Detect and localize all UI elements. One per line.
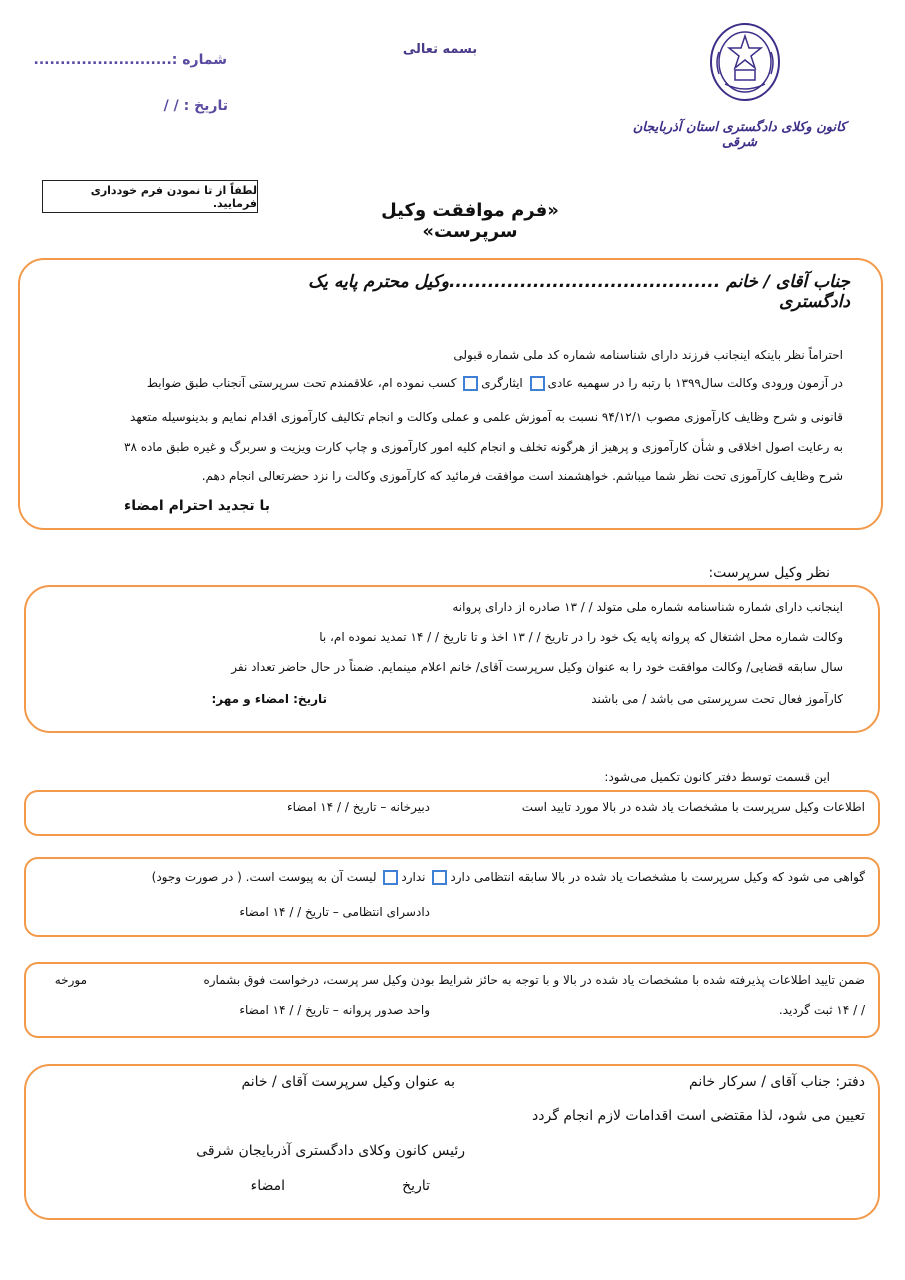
regular-quota-checkbox[interactable] <box>530 376 545 391</box>
assignment-date: تاریخ <box>402 1178 430 1194</box>
request-line-4: به رعایت اصول اخلاقی و شأن کارآموزی و پرهیز از هرگونه تخلف و انجام کلیه امور کارآموزی و چاپ کارت ویزیت و سربرگ و غیره طبق ماده ۳۸ <box>124 440 843 454</box>
license-line-2: / / ۱۴ ثبت گردید. <box>778 1003 865 1017</box>
request-line-2-part-b: ایثارگری <box>481 376 523 390</box>
has-record-checkbox[interactable] <box>432 870 447 885</box>
supervisor-line-1: اینجانب دارای شماره شناسنامه شماره ملی متولد / / ۱۳ صادره از دارای پروانه <box>452 600 843 614</box>
request-line-2-part-c: کسب نموده ام، علاقمندم تحت سرپرستی آنجناب طبق ضوابط <box>146 376 457 390</box>
request-signature: با تجدید احترام امضاء <box>124 498 270 514</box>
request-line-5: شرح وظایف کارآموزی تحت نظر شما میباشم. خواهشمند است موافقت فرمائید که کارآموزی وکالت را نزد حضرتعالی انجام دهم. <box>201 469 843 483</box>
bismillah-heading: بسمه تعالی <box>402 42 478 57</box>
request-line-1: احتراماً نظر باینکه اینجانب فرزند دارای شناسنامه شماره کد ملی شماره قبولی <box>453 348 843 362</box>
request-line-3: قانونی و شرح وظایف کارآموزی مصوب ۹۴/۱۲/۱ نسبت به آموزش علمی و عملی وکالت و انجام تکالیف کارآموزی اقدام نمایم و بدینوسیله متعهد <box>130 410 843 424</box>
bar-association-logo <box>705 22 785 104</box>
president-title: رئیس کانون وکلای دادگستری آذربایجان شرقی <box>196 1143 465 1159</box>
license-line-1-end: مورخه <box>54 973 87 987</box>
veteran-quota-checkbox[interactable] <box>463 376 478 391</box>
assignment-line-1b: به عنوان وکیل سرپرست آقای / خانم <box>241 1074 455 1090</box>
disciplinary-line-1-b: ندارد <box>401 870 426 884</box>
no-record-checkbox[interactable] <box>383 870 398 885</box>
secretariat-signature: دبیرخانه – تاریخ / / ۱۴ امضاء <box>287 800 430 814</box>
office-approval-text: اطلاعات وکیل سرپرست با مشخصات یاد شده در بالا مورد تایید است <box>521 800 865 814</box>
supervisor-line-3: سال سابقه قضایی/ وکالت موافقت خود را به عنوان وکیل سرپرست آقای/ خانم اعلام مینمایم. ضمناً در حال حاضر تعداد نفر <box>231 660 843 674</box>
disciplinary-line-1-c: لیست آن به پیوست است. ( در صورت وجود) <box>151 870 377 884</box>
assignment-signature: امضاء <box>250 1178 285 1194</box>
supervisor-line-4a: کارآموز فعال تحت سرپرستی می باشد / می باشند <box>591 692 843 706</box>
disciplinary-signature: دادسرای انتظامی – تاریخ / / ۱۴ امضاء <box>239 905 430 919</box>
license-line-1: ضمن تایید اطلاعات پذیرفته شده با مشخصات یاد شده در بالا و با توجه به حائز شرایط بودن وکیل سر پرست، درخواست فوق بشماره <box>203 973 865 987</box>
office-section-title: این قسمت توسط دفتر کانون تکمیل می‌شود: <box>604 770 830 784</box>
assignment-line-1a: دفتر: جناب آقای / سرکار خانم <box>689 1074 865 1090</box>
request-line-2-part-a: در آزمون ورودی وکالت سال۱۳۹۹ با رتبه را در سهمیه عادی <box>547 376 843 390</box>
disciplinary-line-1-a: گواهی می شود که وکیل سرپرست با مشخصات یاد شده در بالا سابقه انتظامی دارد <box>450 870 865 884</box>
letter-date-field: تاریخ : / / <box>163 98 228 114</box>
license-signature: واحد صدور پروانه – تاریخ / / ۱۴ امضاء <box>239 1003 430 1017</box>
disciplinary-line-1 <box>152 870 865 885</box>
organization-name: کانون وکلای دادگستری استان آذربایجان شرقی <box>632 120 847 150</box>
assignment-line-2: تعیین می شود، لذا مقتضی است اقدامات لازم انجام گردد <box>532 1108 865 1124</box>
supervisor-opinion-title: نظر وکیل سرپرست: <box>708 565 830 581</box>
form-title: «فرم موافقت وکیل سرپرست» <box>381 200 559 242</box>
supervisor-line-4b: تاریخ: امضاء و مهر: <box>211 692 327 706</box>
no-fold-notice-text: لطفاً از تا نمودن فرم خودداری فرمایید. <box>90 183 257 210</box>
request-line-2 <box>147 376 843 391</box>
no-fold-notice <box>42 180 258 213</box>
addressee-line: جناب آقای / خانم ..........................................وکیل محترم پایه یک دادگستری <box>308 272 850 312</box>
letter-number-field: شماره :.......................... <box>33 52 227 68</box>
supervisor-line-2: وکالت شماره محل اشتغال که پروانه پایه یک خود را در تاریخ / / ۱۳ اخذ و تا تاریخ / / ۱۴ تمدید نموده ام، با <box>319 630 843 644</box>
disciplinary-section <box>24 857 880 937</box>
